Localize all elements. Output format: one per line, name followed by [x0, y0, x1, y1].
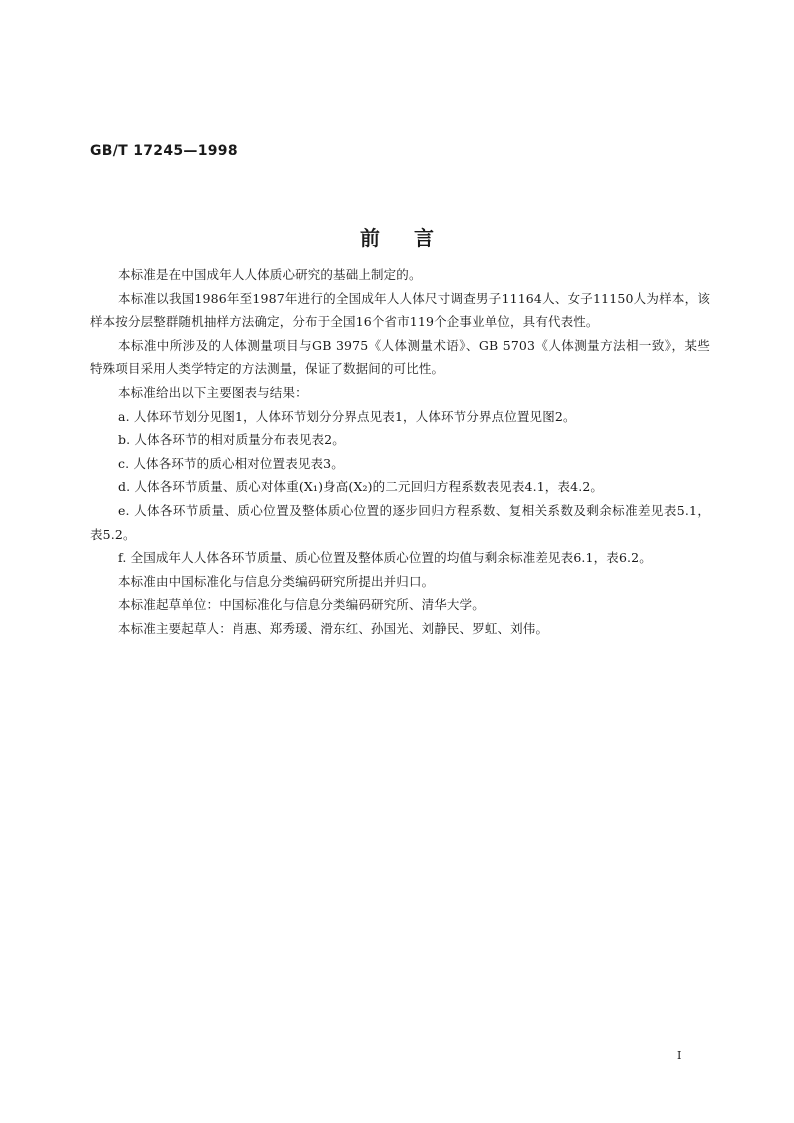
- list-item-b: b. 人体各环节的相对质量分布表见表2。: [118, 432, 345, 448]
- paragraph-results-intro: 本标准给出以下主要图表与结果：: [118, 384, 308, 400]
- list-item-c: c. 人体各环节的质心相对位置表见表3。: [118, 455, 344, 471]
- page-title: 前言: [360, 226, 468, 250]
- list-item-f: f. 全国成年人人体各环节质量、质心位置及整体质心位置的均值与剩余标准差见表6.1，表6.2。: [118, 550, 652, 566]
- list-item-e: e. 人体各环节质量、质心位置及整体质心位置的逐步回归方程系数、复相关系数及剩余标准差见表5.1，表5.2。: [90, 502, 710, 542]
- standard-code: GB/T 17245—1998: [90, 143, 238, 159]
- paragraph-drafters: 本标准主要起草人：肖惠、郑秀瑗、滑东红、孙国光、刘静民、罗虹、刘伟。: [118, 620, 549, 636]
- page-number: I: [677, 1049, 682, 1062]
- list-item-a: a. 人体环节划分见图1，人体环节划分分界点见表1，人体环节分界点位置见图2。: [118, 408, 576, 424]
- preface-body: [90, 263, 710, 641]
- paragraph-drafting-units: 本标准起草单位：中国标准化与信息分类编码研究所、清华大学。: [118, 597, 485, 613]
- paragraph-proposer: 本标准由中国标准化与信息分类编码研究所提出并归口。: [118, 573, 435, 589]
- paragraph-measurement: 本标准中所涉及的人体测量项目与GB 3975《人体测量术语》、GB 5703《人体测量方法相一致》，某些特殊项目采用人类学特定的方法测量，保证了数据间的可比性。: [90, 337, 710, 377]
- paragraph-basis: 本标准是在中国成年人人体质心研究的基础上制定的。: [118, 267, 422, 282]
- paragraph-sample: 本标准以我国1986年至1987年进行的全国成年人人体尺寸调查男子11164人、女子11150人为样本，该样本按分层整群随机抽样方法确定，分布于全国16个省市119个企事业单位，具有代表性。: [90, 290, 710, 330]
- list-item-d: d. 人体各环节质量、质心对体重(X₁)身高(X₂)的二元回归方程系数表见表4.1，表4.2。: [118, 479, 604, 495]
